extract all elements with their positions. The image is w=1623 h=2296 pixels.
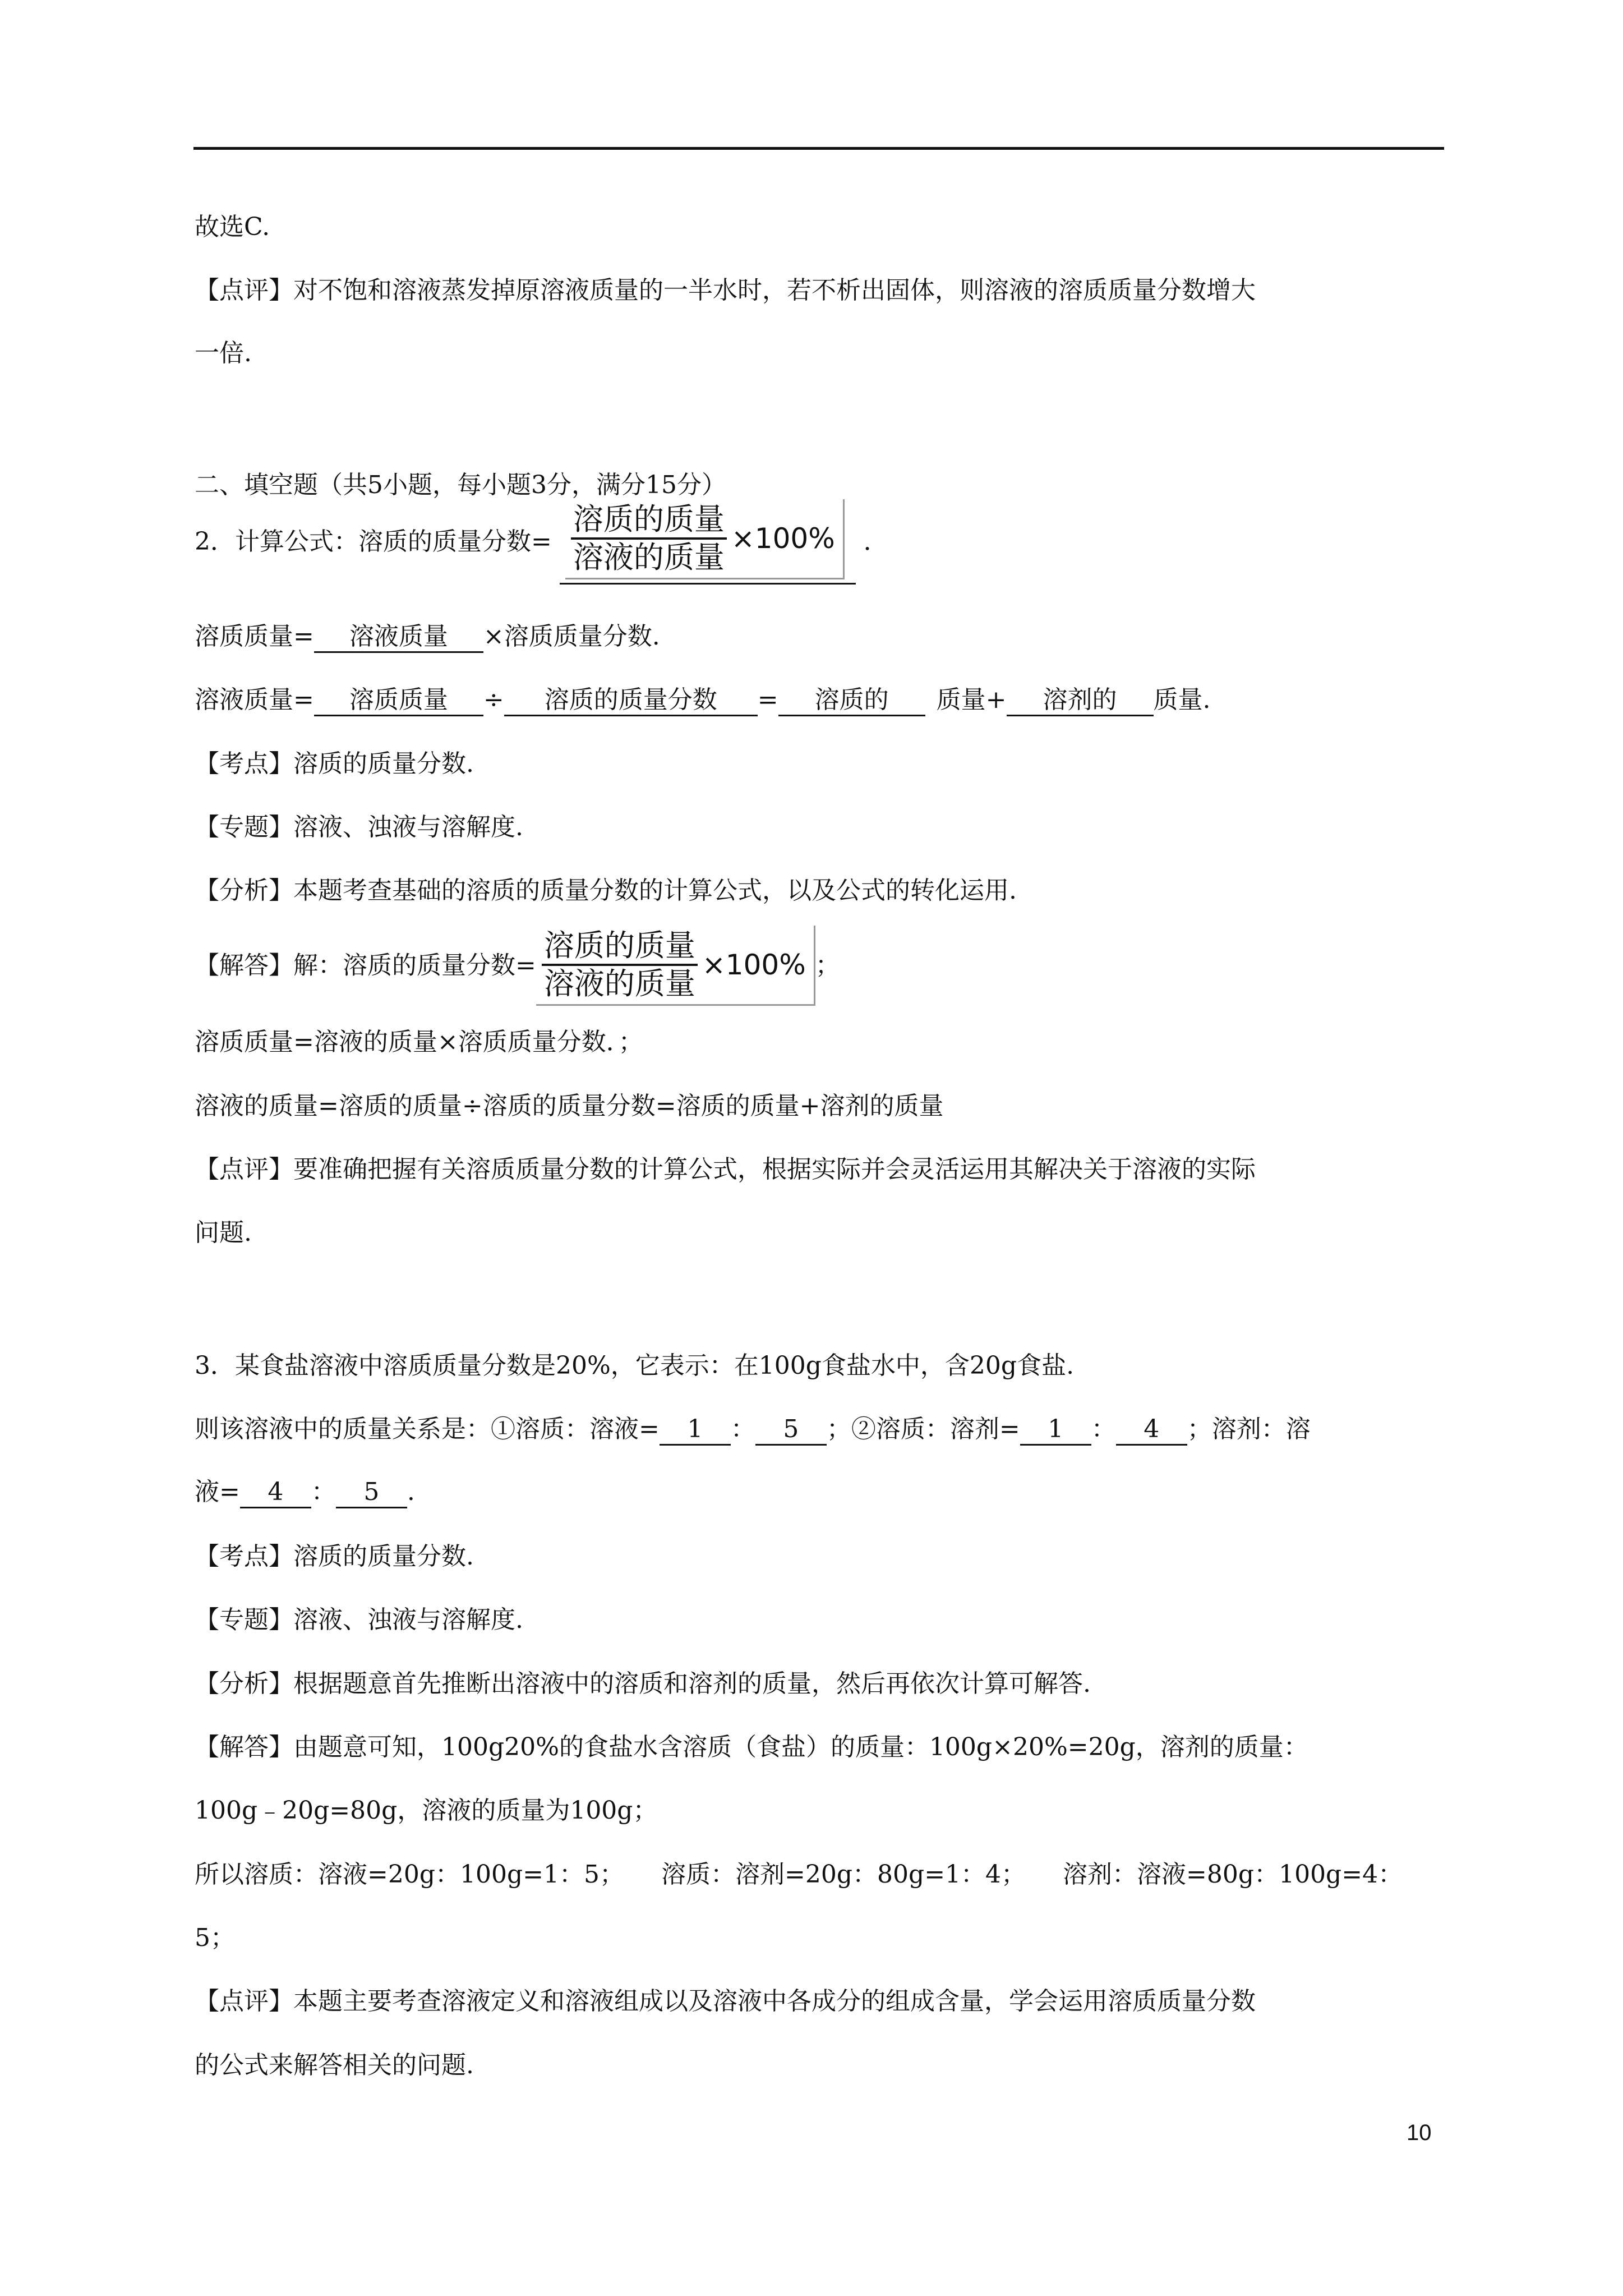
- q2-prefix: 2．计算公式：溶质的质量分数=: [195, 527, 552, 556]
- q2-dianping-1: 【点评】要准确把握有关溶质质量分数的计算公式，根据实际并会灵活运用其解决关于溶液的实际: [195, 1155, 1256, 1184]
- q2-zhuanti: 【专题】溶液、浊液与溶解度.: [195, 813, 523, 841]
- blank-answer: 1: [660, 1415, 731, 1446]
- q2-kaodian: 【考点】溶质的质量分数.: [195, 749, 474, 778]
- q3-line-1: 3．某食盐溶液中溶质质量分数是20%，它表示：在100g食盐水中，含20g食盐.: [195, 1351, 1075, 1380]
- blank-answer: 5: [755, 1415, 827, 1446]
- q2-denominator: 溶液的质量: [573, 540, 725, 575]
- label: 【解答】解：溶质的质量分数=: [195, 951, 536, 980]
- label: 溶质质量=: [195, 622, 314, 651]
- label: =: [757, 685, 778, 714]
- q3-line-2: [195, 1412, 1311, 1446]
- q3-zhuanti: 【专题】溶液、浊液与溶解度.: [195, 1605, 523, 1634]
- label: ×溶质质量分数.: [483, 622, 660, 651]
- blank-answer: 4: [240, 1478, 311, 1508]
- label: 则该溶液中的质量关系是：①溶质：溶液=: [195, 1415, 660, 1443]
- q3-jieda-3: 所以溶质：溶液=20g：100g=1：5； 溶质：溶剂=20g：80g=1：4； 溶剂：溶液=80g：100g=4：: [195, 1860, 1403, 1889]
- label: ：: [311, 1478, 336, 1506]
- q3-jieda-2: 100g﹣20g=80g，溶液的质量为100g；: [195, 1796, 658, 1825]
- label: .: [407, 1478, 415, 1506]
- q2-jieda-fraction: [542, 928, 698, 1002]
- q2-line-solution-mass: [195, 683, 1211, 717]
- blank-answer: 溶质质量: [314, 685, 483, 716]
- label: 质量+: [936, 685, 1007, 714]
- label: 质量.: [1153, 685, 1211, 714]
- q3-fenxi: 【分析】根据题意首先推断出溶液中的溶质和溶剂的质量，然后再依次计算可解答.: [195, 1669, 1091, 1698]
- section-heading: 二、填空题（共5小题，每小题3分，满分15分）: [195, 471, 726, 499]
- q2-formula-image: [565, 499, 845, 579]
- label: ：: [1091, 1415, 1116, 1443]
- page-number: 10: [1407, 2120, 1432, 2145]
- label: 溶液质量=: [195, 685, 314, 714]
- q2-fraction: [571, 501, 727, 576]
- denominator: 溶液的质量: [543, 966, 695, 1001]
- blank-answer: 溶质的质量分数: [504, 685, 758, 716]
- blank-answer: 4: [1116, 1415, 1187, 1446]
- blank-answer: 溶液质量: [314, 622, 483, 653]
- label: ；②溶质：溶剂=: [826, 1415, 1020, 1443]
- q2-suffix: ．: [863, 527, 888, 556]
- q3-jieda-4: 5；: [195, 1924, 235, 1952]
- blank-answer: 溶剂的: [1007, 685, 1154, 716]
- label: ；溶剂：溶: [1187, 1415, 1311, 1443]
- q2-line-14: 溶液的质量=溶质的质量÷溶质的质量分数=溶质的质量+溶剂的质量: [195, 1092, 944, 1120]
- q2-jieda-line: [195, 926, 840, 1006]
- percent: ×100%: [702, 949, 806, 981]
- q3-kaodian: 【考点】溶质的质量分数.: [195, 1542, 474, 1571]
- blank-answer: 溶质的: [778, 685, 925, 716]
- q2-dianping-2: 问题.: [195, 1218, 252, 1247]
- q2-line-13: 溶质质量=溶液的质量×溶质质量分数．；: [195, 1028, 643, 1056]
- answer-line: 故选C.: [195, 213, 270, 241]
- header-rule: [193, 147, 1444, 150]
- q2-jieda-formula-image: [536, 926, 815, 1006]
- q2-formula-blank: [560, 499, 856, 585]
- numerator: 溶质的质量: [543, 928, 695, 963]
- q3-jieda-1: 【解答】由题意可知，100g20%的食盐水含溶质（食盐）的质量：100g×20%=20g，溶剂的质量：: [195, 1733, 1308, 1761]
- label: 液=: [195, 1478, 240, 1506]
- q3-dianping-2: 的公式来解答相关的问题.: [195, 2051, 474, 2079]
- q2-numerator: 溶质的质量: [573, 501, 725, 537]
- q2-percent: ×100%: [731, 522, 835, 555]
- q3-line-3: [195, 1475, 415, 1509]
- label: ÷: [483, 685, 504, 714]
- label: ；: [815, 951, 840, 980]
- comment-line-2: 一倍.: [195, 339, 252, 367]
- q2-formula-line: [195, 499, 888, 585]
- q2-line-solute-mass: [195, 620, 660, 654]
- blank-answer: 5: [336, 1478, 407, 1508]
- blank-answer: 1: [1020, 1415, 1091, 1446]
- q3-dianping-1: 【点评】本题主要考查溶液定义和溶液组成以及溶液中各成分的组成含量，学会运用溶质质量分数: [195, 1987, 1256, 2016]
- comment-line-1: 【点评】对不饱和溶液蒸发掉原溶液质量的一半水时，若不析出固体，则溶液的溶质质量分数增大: [195, 276, 1256, 305]
- q2-fenxi: 【分析】本题考查基础的溶质的质量分数的计算公式，以及公式的转化运用.: [195, 876, 1017, 905]
- label: ：: [730, 1415, 755, 1443]
